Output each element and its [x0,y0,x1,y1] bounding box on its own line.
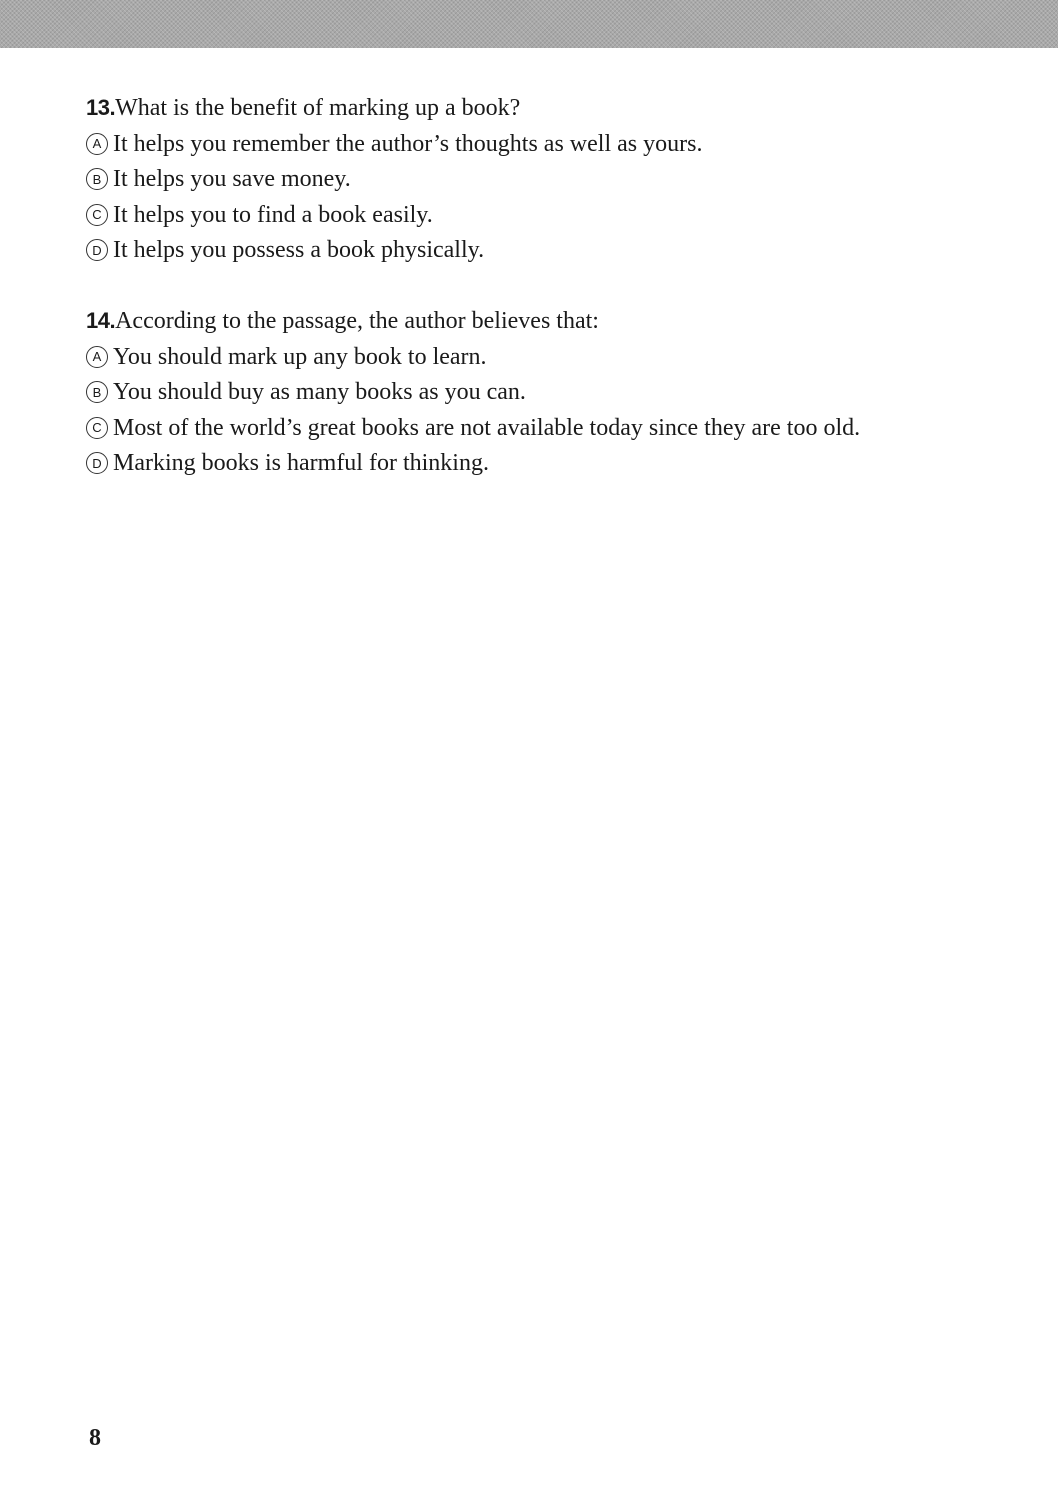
option-c[interactable] [86,411,916,447]
option-marker: C [86,204,108,226]
header-band [0,0,1058,48]
option-a[interactable] [86,127,916,163]
option-text: It helps you remember the author’s thoughts as well as yours. [113,130,703,157]
question-14 [86,303,916,482]
question-number: 13. [86,95,116,120]
option-text: It helps you save money. [113,166,351,192]
question-number: 14. [86,308,116,333]
option-text: Most of the world’s great books are not available today since they are too old. [113,414,861,441]
option-marker: C [86,417,108,439]
question-13 [86,90,916,269]
option-b[interactable] [86,162,916,198]
option-text: You should buy as many books as you can. [113,379,526,405]
option-marker: D [86,239,108,261]
question-text: What is the benefit of marking up a book? [115,95,521,121]
option-text: Marking books is harmful for thinking. [113,450,489,476]
option-text: You should mark up any book to learn. [113,343,487,370]
option-text: It helps you to find a book easily. [113,201,433,228]
option-a[interactable] [86,340,916,376]
option-marker: A [86,133,108,155]
question-text: According to the passage, the author believes that: [115,308,599,334]
option-text: It helps you possess a book physically. [113,237,485,263]
question-stem [86,90,916,127]
option-marker: D [86,452,108,474]
question-stem [86,303,916,340]
option-c[interactable] [86,198,916,234]
option-marker: A [86,346,108,368]
option-d[interactable] [86,233,916,269]
option-marker: B [86,381,108,403]
page-number: 8 [89,1425,101,1451]
option-marker: B [86,168,108,190]
option-b[interactable] [86,375,916,411]
option-d[interactable] [86,446,916,482]
